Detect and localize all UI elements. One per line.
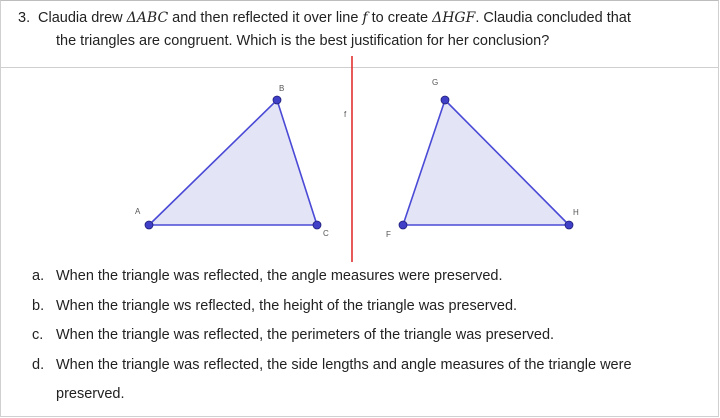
- option-c[interactable]: [32, 325, 554, 345]
- option-a[interactable]: [32, 266, 503, 286]
- point-c: [313, 221, 321, 229]
- option-letter: c.: [32, 327, 44, 343]
- question-line-2: the triangles are congruent. Which is the best justification for her conclusion?: [56, 33, 550, 49]
- triangle-hgf-symbol: ΔHGF: [432, 10, 476, 26]
- reflection-figure: [0, 50, 720, 265]
- point-f: [399, 221, 407, 229]
- label-f-line: f: [344, 110, 347, 119]
- question-text-d: . Claudia concluded that: [475, 10, 631, 26]
- option-b[interactable]: [32, 296, 517, 316]
- option-text: When the triangle ws reflected, the height of the triangle was preserved.: [56, 298, 518, 314]
- point-a: [145, 221, 153, 229]
- question-text-a: Claudia drew: [38, 10, 127, 26]
- label-b: B: [279, 84, 285, 93]
- triangle-abc-symbol: ΔABC: [126, 10, 169, 26]
- option-text: When the triangle was reflected, the angle measures were preserved.: [56, 268, 503, 284]
- option-d-continuation: preserved.: [56, 386, 125, 402]
- option-letter: b.: [32, 298, 45, 314]
- label-f-point: F: [386, 230, 391, 239]
- triangle-hgf: [403, 100, 569, 225]
- question-text-c: to create: [367, 10, 433, 26]
- option-letter: a.: [32, 268, 45, 284]
- label-g: G: [432, 78, 439, 87]
- question-line-1: [38, 8, 631, 28]
- question-text-b: and then reflected it over line: [168, 10, 363, 26]
- question-number: 3.: [18, 10, 31, 26]
- option-d[interactable]: [32, 355, 632, 375]
- triangle-abc: [149, 100, 317, 225]
- label-h: H: [573, 208, 579, 217]
- point-g: [441, 96, 449, 104]
- label-a: A: [135, 207, 141, 216]
- option-text: When the triangle was reflected, the side lengths and angle measures of the triangle were: [56, 357, 632, 373]
- point-b: [273, 96, 281, 104]
- option-text: When the triangle was reflected, the perimeters of the triangle was preserved.: [56, 327, 555, 343]
- point-h: [565, 221, 573, 229]
- label-c: C: [323, 229, 329, 238]
- line-f-symbol: f: [362, 10, 368, 26]
- option-letter: d.: [32, 357, 45, 373]
